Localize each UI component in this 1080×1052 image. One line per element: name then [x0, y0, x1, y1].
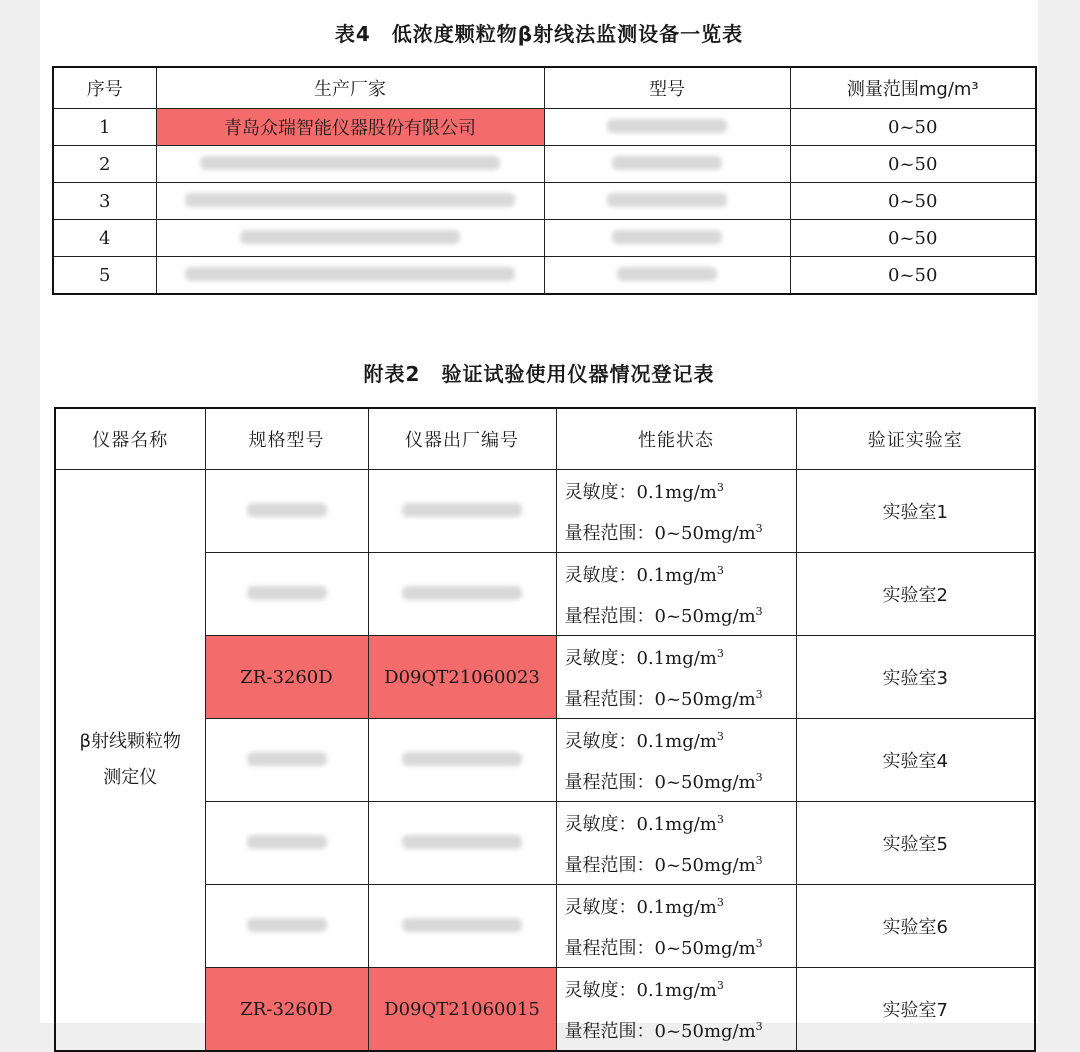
unit-superscript: 3 [755, 688, 763, 701]
redacted-serial [402, 918, 522, 932]
sensitivity-line [565, 553, 796, 594]
range-line [565, 511, 796, 552]
table-row [53, 257, 1036, 295]
sensitivity-label: 灵敏度： [564, 565, 637, 586]
sensitivity-value: 0.1mg/m [636, 814, 717, 835]
sensitivity-line [565, 636, 796, 677]
sensitivity-value: 0.1mg/m [636, 482, 717, 503]
model-cell [544, 109, 790, 146]
maker-cell [156, 183, 544, 220]
header-spec-model: 规格型号 [205, 408, 368, 470]
range-value: 0~50mg/m [654, 938, 756, 959]
unit-superscript: 3 [716, 979, 724, 992]
performance-cell [556, 968, 796, 1052]
header-lab: 验证实验室 [796, 408, 1035, 470]
range-cell: 0~50 [790, 257, 1036, 295]
table-row [53, 109, 1036, 146]
unit-superscript: 3 [716, 730, 724, 743]
maker-cell [156, 220, 544, 257]
spec-model-cell [205, 885, 368, 968]
range-line [565, 677, 796, 718]
serial-no-cell: D09QT21060015 [368, 968, 556, 1052]
spec-model-cell [205, 802, 368, 885]
range-label: 量程范围： [564, 772, 655, 793]
serial-no-cell [368, 553, 556, 636]
range-value: 0~50mg/m [654, 523, 756, 544]
maker-cell [156, 146, 544, 183]
redacted-maker [185, 193, 515, 207]
unit-superscript: 3 [716, 813, 724, 826]
redacted-model [247, 503, 327, 517]
range-cell: 0~50 [790, 220, 1036, 257]
redacted-maker [185, 267, 515, 281]
unit-superscript: 3 [755, 854, 763, 867]
redacted-model [607, 119, 727, 133]
instrument-name-line1: β射线颗粒物 [79, 731, 181, 752]
spec-model-cell [205, 553, 368, 636]
range-cell: 0~50 [790, 146, 1036, 183]
model-cell [544, 146, 790, 183]
lab-cell: 实验室6 [796, 885, 1035, 968]
redacted-model [247, 835, 327, 849]
redacted-maker [200, 156, 500, 170]
redacted-model [247, 586, 327, 600]
range-line [565, 926, 796, 967]
header-serial-no: 仪器出厂编号 [368, 408, 556, 470]
redacted-serial [402, 752, 522, 766]
sensitivity-label: 灵敏度： [564, 897, 637, 918]
lab-cell: 实验室7 [796, 968, 1035, 1052]
serial-no-cell: D09QT21060023 [368, 636, 556, 719]
redacted-serial [402, 503, 522, 517]
table1-caption: 表4 低浓度颗粒物β射线法监测设备一览表 [334, 22, 744, 46]
range-label: 量程范围： [564, 855, 655, 876]
range-label: 量程范围： [564, 938, 655, 959]
unit-superscript: 3 [755, 1020, 763, 1033]
header-model: 型号 [544, 67, 790, 109]
row-number: 3 [53, 183, 156, 220]
redacted-model [607, 193, 727, 207]
range-value: 0~50mg/m [654, 772, 756, 793]
performance-cell [556, 802, 796, 885]
instrument-name-cell [55, 470, 205, 1052]
performance-cell [556, 470, 796, 553]
sensitivity-label: 灵敏度： [564, 731, 637, 752]
sensitivity-line [565, 719, 796, 760]
lab-cell: 实验室3 [796, 636, 1035, 719]
performance-cell [556, 636, 796, 719]
spec-model-cell: ZR-3260D [205, 968, 368, 1052]
spec-model-cell: ZR-3260D [205, 636, 368, 719]
row-number: 4 [53, 220, 156, 257]
redacted-model [247, 918, 327, 932]
serial-no-cell [368, 470, 556, 553]
header-maker: 生产厂家 [156, 67, 544, 109]
model-cell [544, 220, 790, 257]
redacted-model [247, 752, 327, 766]
model-cell [544, 257, 790, 295]
row-number: 1 [53, 109, 156, 146]
table-header-row [53, 67, 1036, 109]
header-instrument-name: 仪器名称 [55, 408, 205, 470]
header-range: 测量范围mg/m³ [790, 67, 1036, 109]
range-label: 量程范围： [564, 1021, 655, 1042]
table-header-row [55, 408, 1035, 470]
performance-cell [556, 719, 796, 802]
range-value: 0~50mg/m [654, 1021, 756, 1042]
redacted-model [612, 156, 722, 170]
sensitivity-value: 0.1mg/m [636, 731, 717, 752]
redacted-maker [240, 230, 460, 244]
model-cell [544, 183, 790, 220]
range-cell: 0~50 [790, 109, 1036, 146]
table-row [53, 146, 1036, 183]
sensitivity-value: 0.1mg/m [636, 897, 717, 918]
sensitivity-label: 灵敏度： [564, 980, 637, 1001]
range-line [565, 1009, 796, 1050]
unit-superscript: 3 [716, 896, 724, 909]
maker-cell [156, 257, 544, 295]
sensitivity-line [565, 470, 796, 511]
sensitivity-line [565, 885, 796, 926]
range-label: 量程范围： [564, 606, 655, 627]
table-row [53, 220, 1036, 257]
unit-superscript: 3 [755, 771, 763, 784]
header-performance: 性能状态 [556, 408, 796, 470]
range-value: 0~50mg/m [654, 689, 756, 710]
sensitivity-value: 0.1mg/m [636, 648, 717, 669]
range-line [565, 760, 796, 801]
range-value: 0~50mg/m [654, 855, 756, 876]
performance-cell [556, 553, 796, 636]
unit-superscript: 3 [716, 647, 724, 660]
serial-no-cell [368, 719, 556, 802]
range-line [565, 594, 796, 635]
header-no: 序号 [53, 67, 156, 109]
sensitivity-label: 灵敏度： [564, 648, 637, 669]
sensitivity-value: 0.1mg/m [636, 980, 717, 1001]
instrument-registry-table [54, 407, 1036, 1052]
redacted-model [612, 230, 722, 244]
spec-model-cell [205, 719, 368, 802]
table-row [53, 183, 1036, 220]
equipment-table [52, 66, 1037, 295]
performance-cell [556, 885, 796, 968]
range-label: 量程范围： [564, 523, 655, 544]
unit-superscript: 3 [716, 564, 724, 577]
redacted-serial [402, 835, 522, 849]
lab-cell: 实验室4 [796, 719, 1035, 802]
table2-caption: 附表2 验证试验使用仪器情况登记表 [363, 362, 715, 386]
unit-superscript: 3 [755, 605, 763, 618]
sensitivity-line [565, 968, 796, 1009]
unit-superscript: 3 [716, 481, 724, 494]
unit-superscript: 3 [755, 522, 763, 535]
instrument-name-line2: 测定仪 [103, 767, 158, 788]
maker-cell: 青岛众瑞智能仪器股份有限公司 [156, 109, 544, 146]
sensitivity-label: 灵敏度： [564, 814, 637, 835]
spec-model-cell [205, 470, 368, 553]
range-cell: 0~50 [790, 183, 1036, 220]
lab-cell: 实验室1 [796, 470, 1035, 553]
lab-cell: 实验室5 [796, 802, 1035, 885]
range-label: 量程范围： [564, 689, 655, 710]
serial-no-cell [368, 802, 556, 885]
serial-no-cell [368, 885, 556, 968]
range-line [565, 843, 796, 884]
range-value: 0~50mg/m [654, 606, 756, 627]
sensitivity-line [565, 802, 796, 843]
redacted-model [617, 267, 717, 281]
unit-superscript: 3 [755, 937, 763, 950]
lab-cell: 实验室2 [796, 553, 1035, 636]
row-number: 5 [53, 257, 156, 295]
sensitivity-value: 0.1mg/m [636, 565, 717, 586]
table-row [55, 470, 1035, 553]
sensitivity-label: 灵敏度： [564, 482, 637, 503]
redacted-serial [402, 586, 522, 600]
row-number: 2 [53, 146, 156, 183]
